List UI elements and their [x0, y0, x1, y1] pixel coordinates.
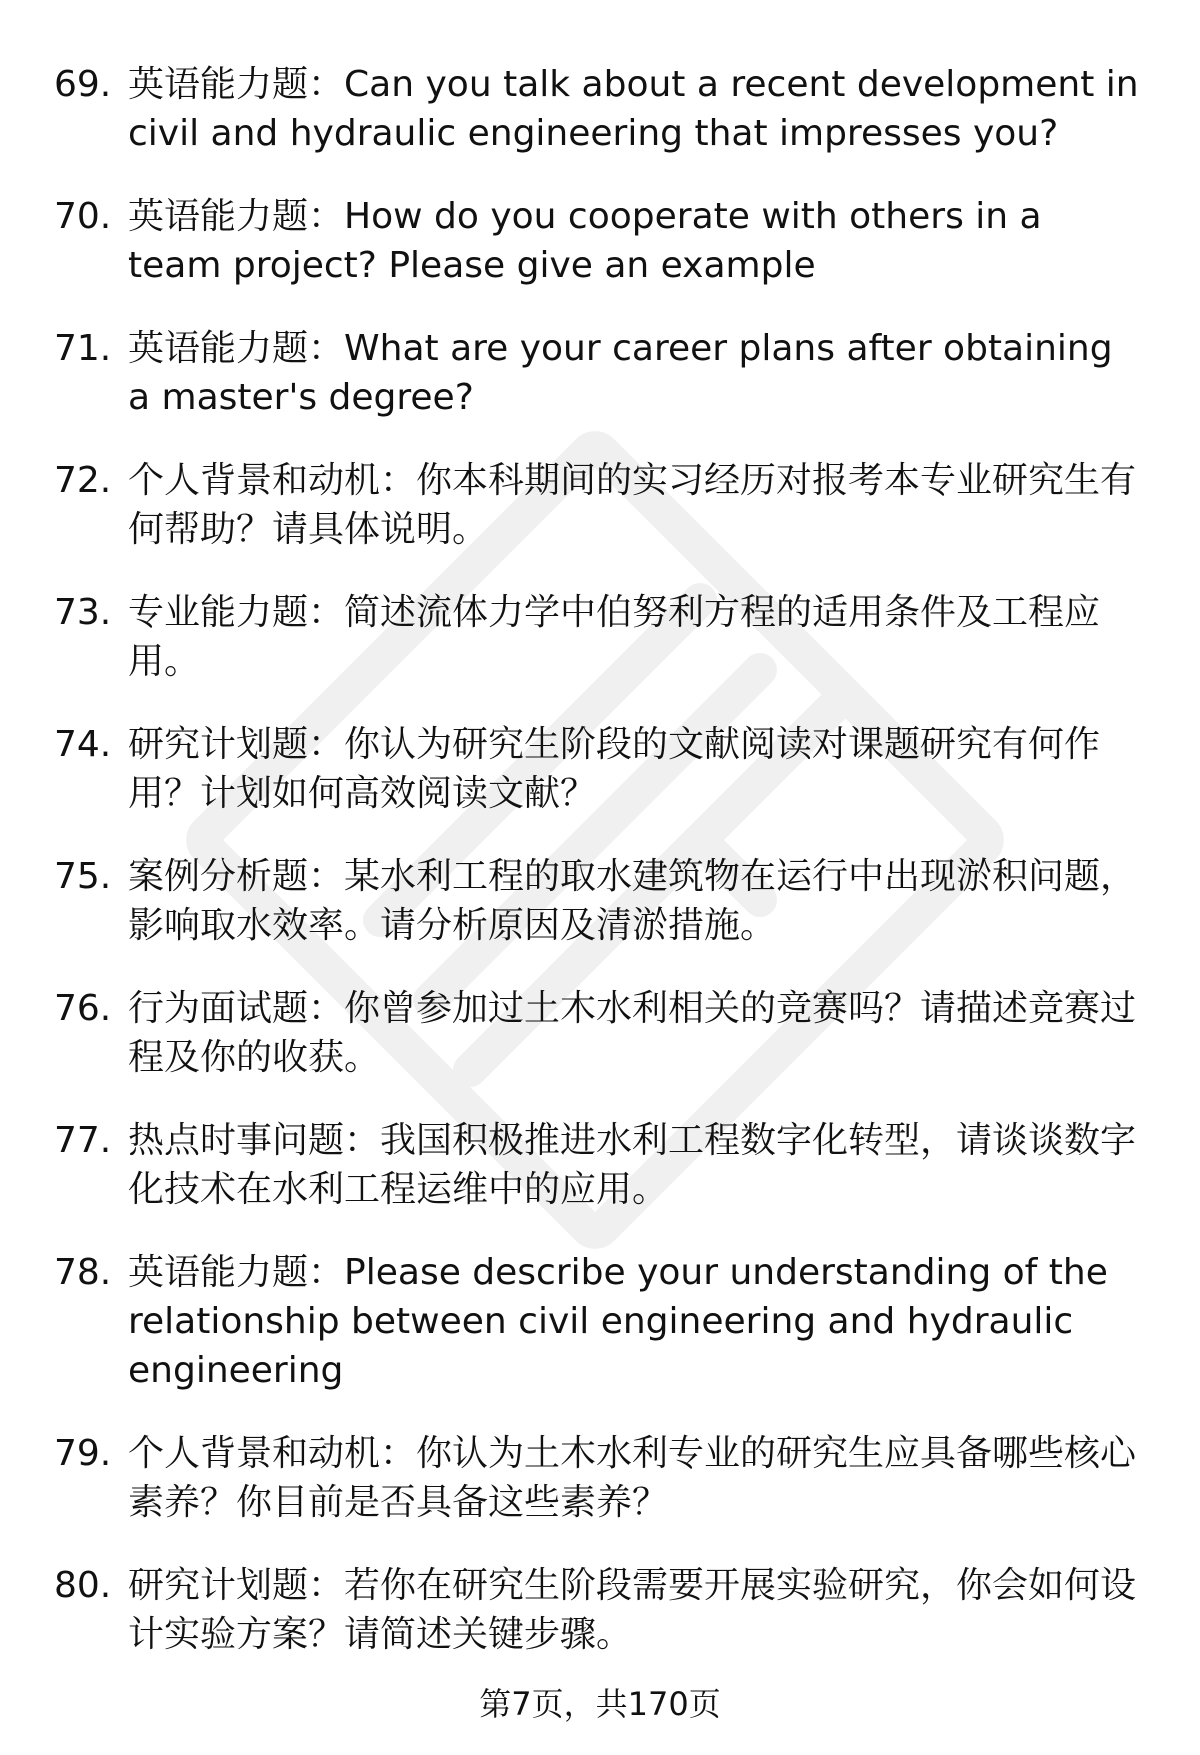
question-body: [128, 588, 1143, 686]
question-text: 若你在研究生阶段需要开展实验研究，你会如何设计实验方案？请简述关键步骤。: [128, 1565, 1137, 1655]
question-separator: ：: [308, 1565, 345, 1606]
question-number: 70.: [54, 196, 112, 237]
question-category: 英语能力题: [128, 64, 309, 105]
question-separator: ：: [308, 856, 345, 897]
question-category: 研究计划题: [128, 1565, 309, 1606]
question-category: 个人背景和动机: [128, 1433, 381, 1474]
question-number: 72.: [54, 460, 112, 501]
question-separator: ：: [308, 724, 345, 765]
question-number: 69.: [54, 64, 112, 105]
question-number: 78.: [54, 1252, 112, 1293]
question-category: 英语能力题: [128, 196, 309, 237]
question-category: 案例分析题: [128, 856, 309, 897]
question-separator: ：: [308, 592, 345, 633]
question-category: 个人背景和动机: [128, 460, 381, 501]
question-category: 专业能力题: [128, 592, 309, 633]
page-number-label: 第7页，共170页: [479, 1685, 721, 1723]
question-text: 你曾参加过土木水利相关的竞赛吗？请描述竞赛过程及你的收获。: [128, 988, 1137, 1078]
question-separator: ：: [380, 1433, 417, 1474]
question-text: 简述流体力学中伯努利方程的适用条件及工程应用。: [128, 592, 1101, 682]
question-number: 74.: [54, 724, 112, 765]
question-body: [128, 1248, 1143, 1395]
question-text: 你本科期间的实习经历对报考本专业研究生有何帮助？请具体说明。: [128, 460, 1137, 550]
question-separator: ：: [380, 460, 417, 501]
question-text: Can you talk about a recent development in civil and hydraulic engineering that impresses you?: [128, 64, 1139, 154]
question-text: 我国积极推进水利工程数字化转型，请谈谈数字化技术在水利工程运维中的应用。: [128, 1120, 1137, 1210]
question-category: 行为面试题: [128, 988, 309, 1029]
question-body: [128, 192, 1143, 290]
question-category: 英语能力题: [128, 328, 309, 369]
question-text: How do you cooperate with others in a team project? Please give an example: [128, 196, 1042, 286]
question-category: 英语能力题: [128, 1252, 309, 1293]
question-number: 73.: [54, 592, 112, 633]
question-body: [128, 1561, 1143, 1659]
question-body: [128, 984, 1143, 1082]
question-number: 79.: [54, 1433, 112, 1474]
question-body: [128, 1116, 1143, 1214]
question-body: [128, 60, 1143, 158]
question-body: [128, 1429, 1143, 1527]
question-number: 77.: [54, 1120, 112, 1161]
question-separator: ：: [308, 196, 345, 237]
question-text: 某水利工程的取水建筑物在运行中出现淤积问题，影响取水效率。请分析原因及清淤措施。: [128, 856, 1137, 946]
question-number: 76.: [54, 988, 112, 1029]
page-footer: [0, 1682, 1200, 1726]
question-body: [128, 324, 1143, 422]
question-category: 研究计划题: [128, 724, 309, 765]
question-separator: ：: [344, 1120, 381, 1161]
question-body: [128, 720, 1143, 818]
question-text: Please describe your understanding of the relationship between civil engineering and hydraulic engineering: [128, 1252, 1108, 1391]
question-separator: ：: [308, 988, 345, 1029]
question-number: 75.: [54, 856, 112, 897]
question-text: What are your career plans after obtaining a master's degree?: [128, 328, 1113, 418]
question-separator: ：: [308, 328, 345, 369]
question-body: [128, 456, 1143, 554]
question-number: 71.: [54, 328, 112, 369]
question-separator: ：: [308, 64, 345, 105]
question-text: 你认为土木水利专业的研究生应具备哪些核心素养？你目前是否具备这些素养？: [128, 1433, 1137, 1523]
question-number: 80.: [54, 1565, 112, 1606]
question-text: 你认为研究生阶段的文献阅读对课题研究有何作用？计划如何高效阅读文献？: [128, 724, 1101, 814]
question-body: [128, 852, 1143, 950]
question-separator: ：: [308, 1252, 345, 1293]
question-category: 热点时事问题: [128, 1120, 345, 1161]
